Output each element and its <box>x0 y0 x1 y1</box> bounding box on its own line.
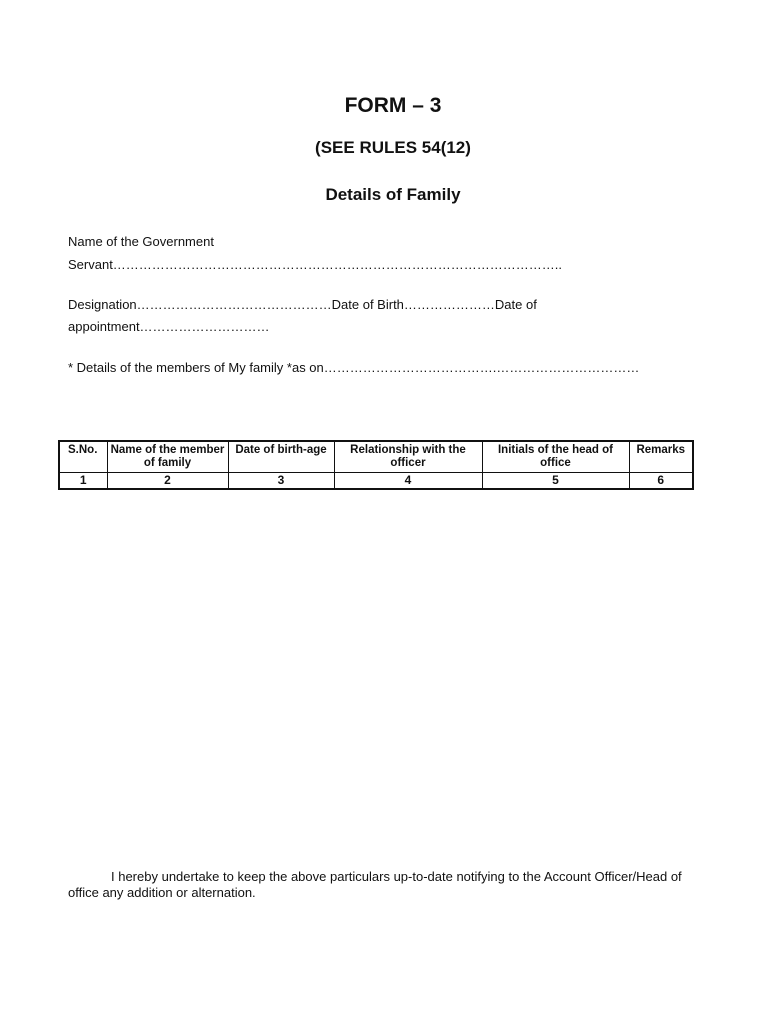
government-servant-name-field: Servant………………………………………………………………………………………….. <box>68 257 563 272</box>
government-servant-name-label: Name of the Government <box>68 234 214 249</box>
column-number: 6 <box>629 473 693 490</box>
table-header-row <box>59 441 693 473</box>
column-number: 5 <box>482 473 629 490</box>
designation-dob-field: Designation………………………………………Date of Birth…………………Date of <box>68 297 537 312</box>
column-number: 4 <box>334 473 482 490</box>
family-details-table <box>58 440 694 490</box>
column-header-remarks: Remarks <box>629 441 693 473</box>
column-header-sno: S.No. <box>59 441 107 473</box>
column-header-initials-head-of-office: Initials of the head of office <box>482 441 629 473</box>
column-number-row <box>59 473 693 490</box>
form-number-title: FORM – 3 <box>344 94 442 117</box>
column-number: 3 <box>228 473 334 490</box>
column-number: 1 <box>59 473 107 490</box>
appointment-date-field: appointment………………………… <box>68 319 270 334</box>
form-heading: Details of Family <box>325 185 461 204</box>
column-header-relationship: Relationship with the officer <box>334 441 482 473</box>
undertaking-paragraph <box>68 869 708 901</box>
column-header-date-of-birth-age: Date of birth-age <box>228 441 334 473</box>
column-header-member-name: Name of the member of family <box>107 441 228 473</box>
undertaking-text: I hereby undertake to keep the above particulars up-to-date notifying to the Account Officer/Head of office any addition or alternation. <box>68 869 682 900</box>
column-number: 2 <box>107 473 228 490</box>
rules-reference: (SEE RULES 54(12) <box>315 138 471 157</box>
family-members-as-on-field: * Details of the members of My family *as on………………………………….…………………………… <box>68 360 640 375</box>
